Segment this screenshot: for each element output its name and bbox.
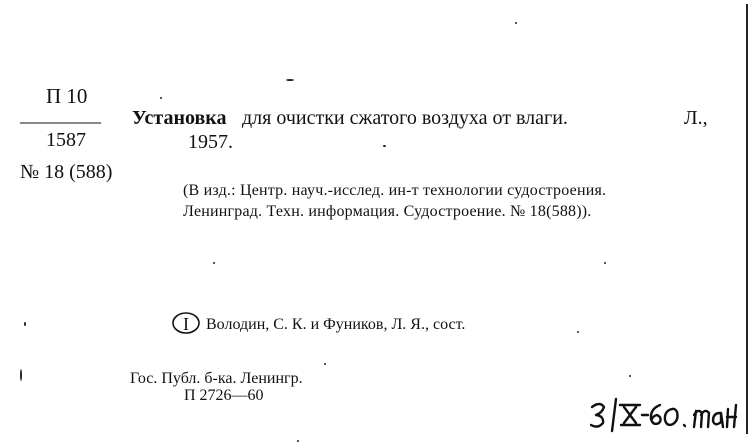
source-note-line-1: (В изд.: Центр. науч.-исслед. ин-т технологии судостроения. [183,182,607,199]
scan-speck [577,331,579,333]
scan-speck [383,145,386,147]
author-circle-mark [170,309,204,337]
title-rest: для очистки сжатого воздуха от влаги. [242,107,568,129]
scan-speck [20,369,22,381]
scan-speck [160,97,162,99]
publication-year: 1957. [188,131,233,153]
shelf-mark-number: 1587 [46,129,86,151]
card-edge [746,4,748,434]
scan-speck [515,22,517,24]
scan-speck [629,375,631,377]
shelf-mark-rule: ———— [20,109,100,133]
authors: Володин, С. К. и Фуников, Л. Я., сост. [206,316,466,333]
source-note-line-2: Ленинград. Техн. информация. Судостроение. № 18(588)). [183,203,592,220]
library-line-1: Гос. Публ. б-ка. Ленингр. [130,370,303,387]
scan-speck [286,79,294,81]
scan-speck [604,262,606,264]
scan-speck [297,440,299,442]
scan-speck [213,262,215,264]
author-mark-letter: I [183,314,189,334]
issue-number: № 18 (588) [20,161,113,183]
title-main: Установка [132,107,227,129]
shelf-mark-top: П 10 [46,84,88,108]
publication-place: Л., [684,107,708,129]
scan-speck [324,363,326,365]
scan-speck [24,322,26,326]
handwritten-note [588,395,748,437]
library-line-2: П 2726—60 [184,387,264,404]
